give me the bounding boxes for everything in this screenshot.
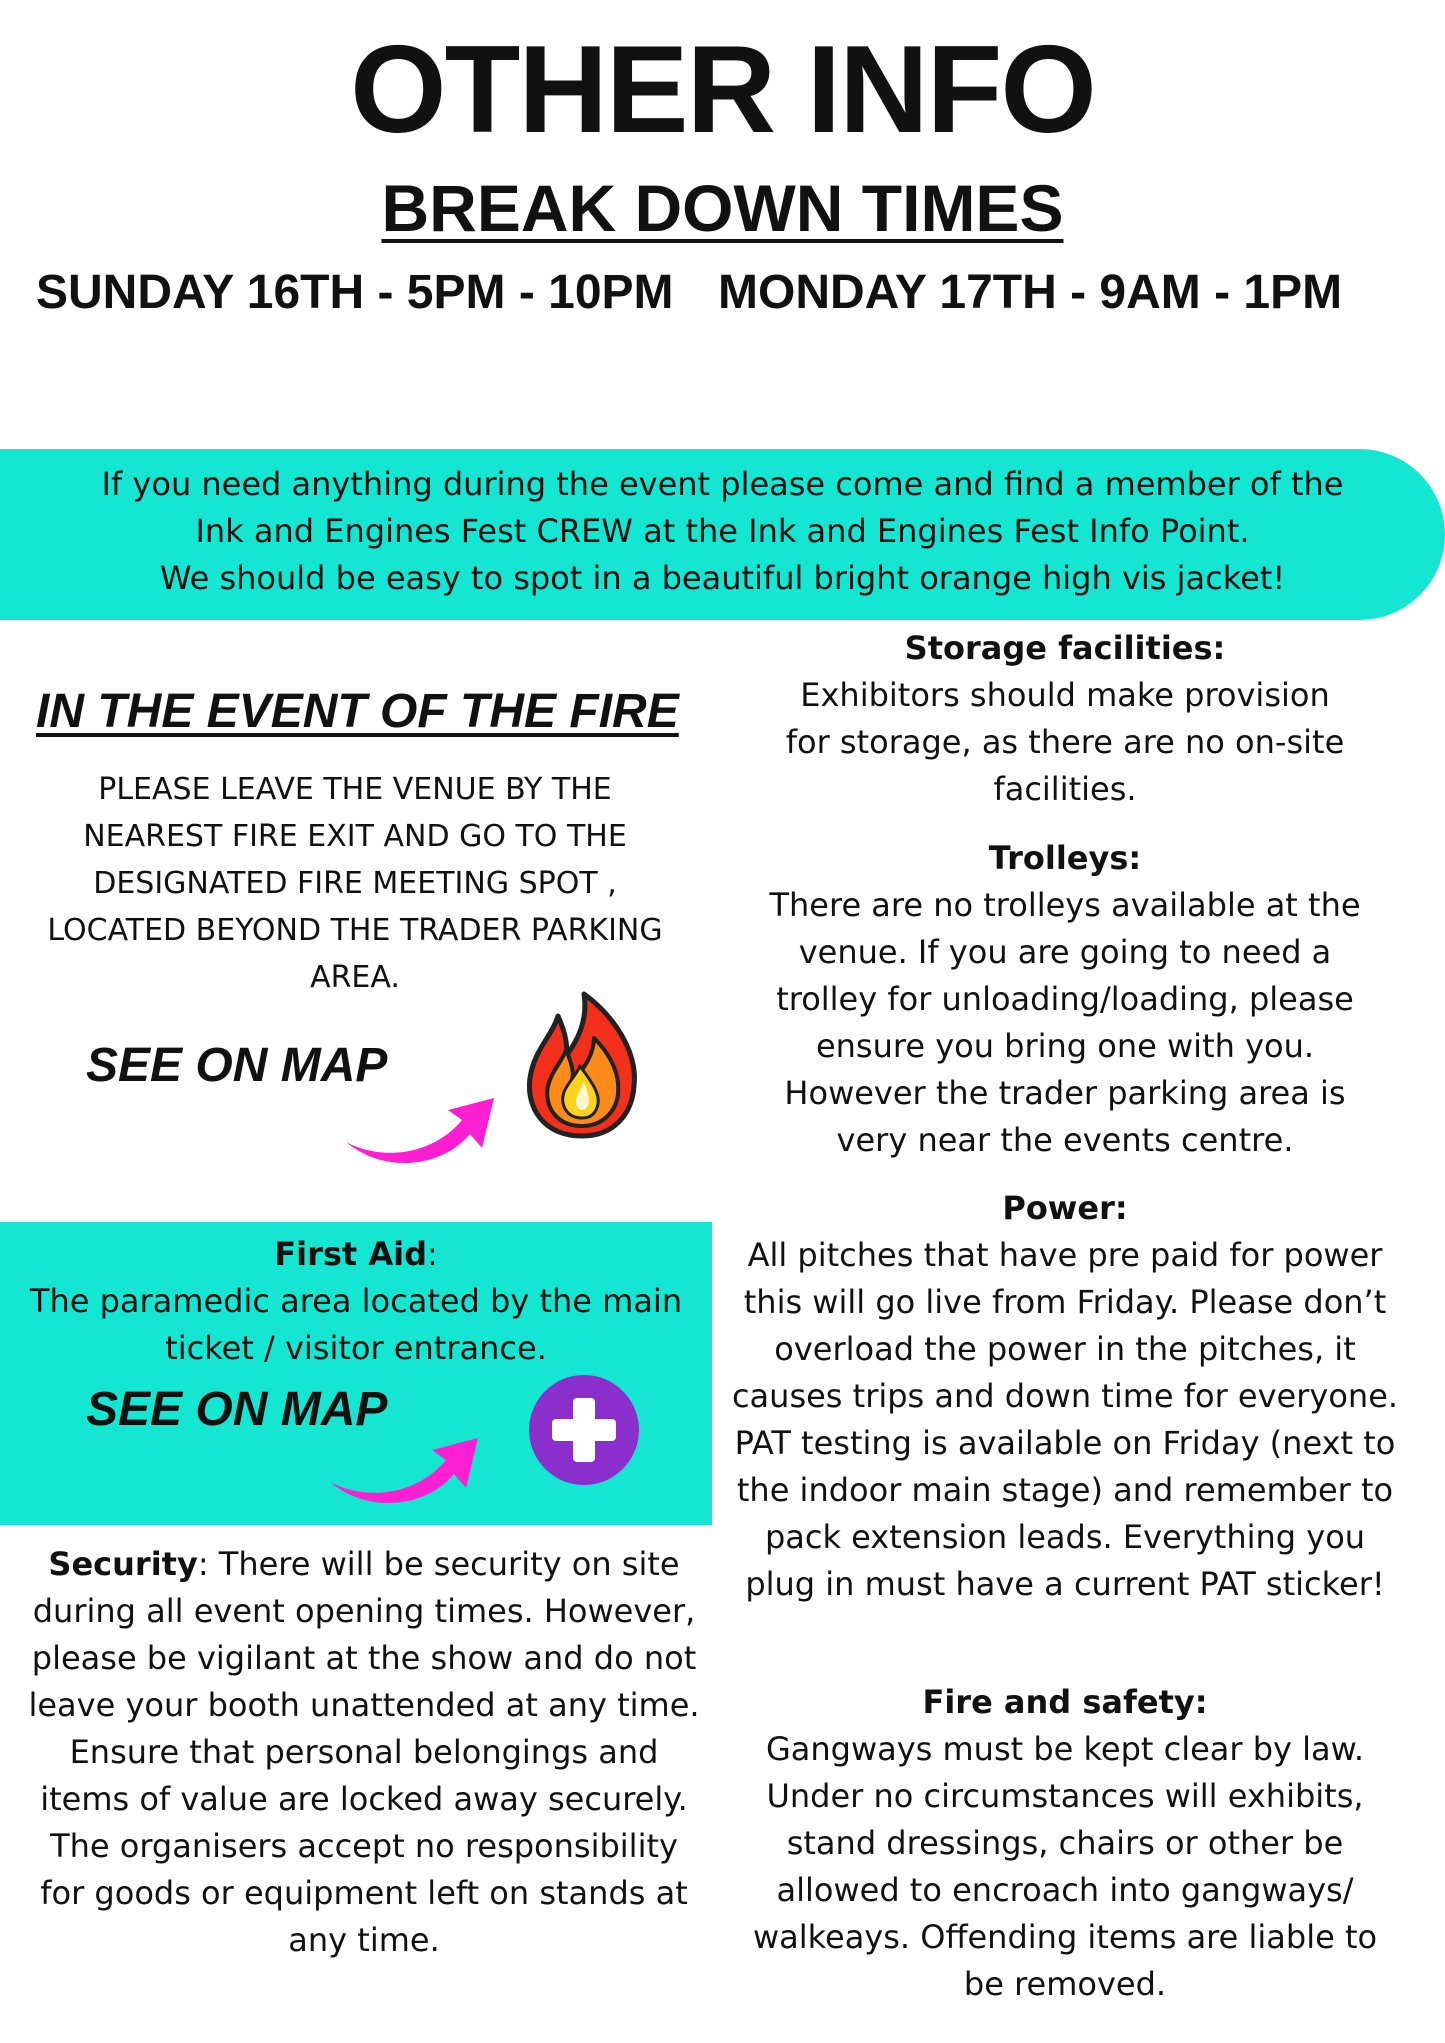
fire-heading: IN THE EVENT OF THE FIRE [36, 685, 679, 738]
security-label: Security [48, 1545, 198, 1583]
banner-line-3: We should be easy to spot in a beautiful bright orange high vis jacket! [159, 559, 1286, 597]
trolleys-heading: Trolleys: [988, 839, 1142, 877]
plus-icon [528, 1374, 640, 1486]
first-aid-label: First Aid [274, 1235, 427, 1273]
monday-times: MONDAY 17TH - 9AM - 1PM [718, 266, 1343, 319]
trolleys-text: There are no trolleys available at the venue. If you are going to need a trolley for unloading/loading, please ensure you bring one with you. However the trader parking area is very near the events centre. [769, 886, 1361, 1159]
break-down-times-heading: BREAK DOWN TIMES [381, 171, 1064, 245]
power-heading: Power: [1002, 1189, 1128, 1227]
first-aid-text: First Aid: The paramedic area located by the main ticket / visitor entrance. [20, 1231, 692, 1372]
arrow-icon [344, 1090, 504, 1170]
storage-section [730, 625, 1400, 813]
sunday-times: SUNDAY 16TH - 5PM - 10PM [36, 266, 674, 319]
fire-safety-text: Gangways must be kept clear by law. Under no circumstances will exhibits, stand dressings, chairs or other be allowed to encroach into gangways/ walkeays. Offending items are liable to be removed. [752, 1730, 1378, 2003]
storage-text: Exhibitors should make provision for storage, as there are no on-site facilities. [785, 676, 1345, 808]
fire-see-on-map[interactable]: SEE ON MAP [86, 1039, 388, 1092]
fire-icon [522, 990, 642, 1140]
power-text: All pitches that have pre paid for power this will go live from Friday. Please don’t overload the power in the pitches, it causes trips and down time for everyone. PAT testing is available on Friday (next to the indoor main stage) and remember to pack extension leads. Everything you plug in must have a current PAT sticker! [731, 1236, 1399, 1603]
info-banner [0, 449, 1445, 620]
storage-heading: Storage facilities: [904, 629, 1226, 667]
fire-safety-heading: Fire and safety: [922, 1683, 1208, 1721]
first-aid-see-on-map[interactable]: SEE ON MAP [86, 1383, 388, 1436]
banner-line-2: Ink and Engines Fest CREW at the Ink and Engines Fest Info Point. [195, 512, 1250, 550]
fire-instructions: PLEASE LEAVE THE VENUE BY THE NEAREST FIRE EXIT AND GO TO THE DESIGNATED FIRE MEETING SPOT , LOCATED BEYOND THE TRADER PARKING AREA. [47, 772, 663, 995]
page-title: OTHER INFO [350, 21, 1095, 159]
security-section [28, 1541, 700, 1964]
first-aid-description: The paramedic area located by the main ticket / visitor entrance. [29, 1282, 683, 1367]
arrow-icon [328, 1430, 488, 1510]
fire-safety-section [730, 1679, 1400, 2008]
security-text: : There will be security on site during all event opening times. However, please be vigilant at the show and do not leave your booth unattended at any time. Ensure that personal belongings and items of value are locked away securely. The organisers accept no responsibility for goods or equipment left on stands at any time. [28, 1545, 700, 1959]
power-section [730, 1185, 1400, 1608]
banner-line-1: If you need anything during the event please come and find a member of the [101, 465, 1344, 503]
trolleys-section [730, 835, 1400, 1164]
